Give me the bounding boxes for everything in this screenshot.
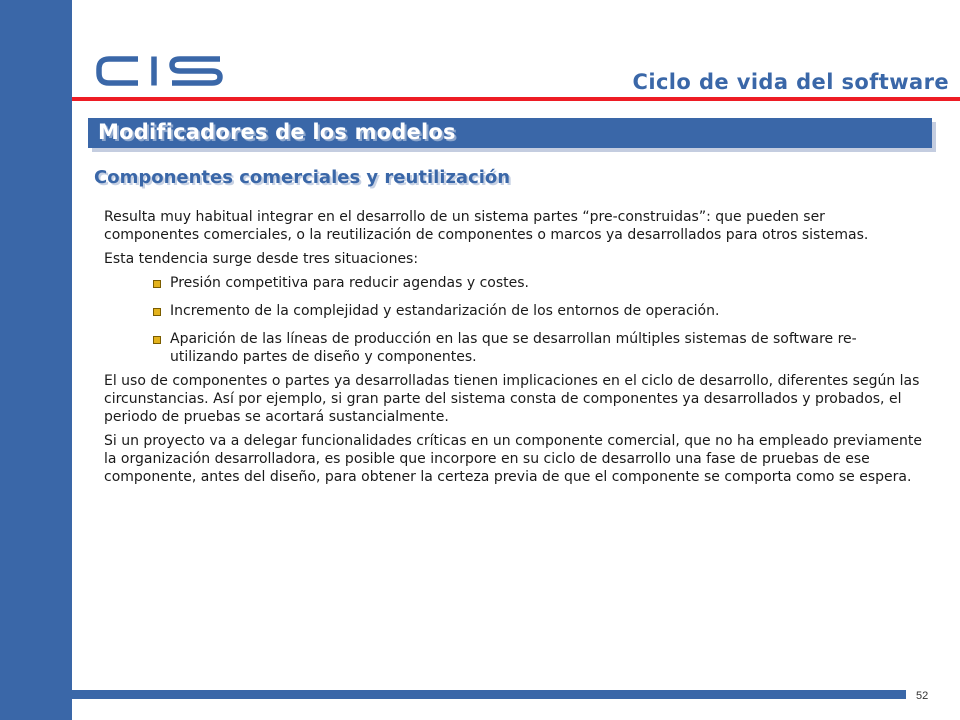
paragraph-implications: El uso de componentes o partes ya desarrolladas tienen implicaciones en el ciclo de desarrollo, diferentes según las circunstancias. Así por ejemplo, si gran parte del sistema consta de componentes ya desarrollados y probados, el periodo de pruebas se acortará sustancialmente. — [104, 373, 920, 425]
paragraph-intro: Resulta muy habitual integrar en el desarrollo de un sistema partes “pre-construidas”: que pueden ser componentes comerciales, o la reutilización de componentes o marcos ya desarrollados para otros sistemas. — [104, 209, 869, 243]
list-item — [170, 330, 924, 366]
page-number: 52 — [916, 690, 929, 702]
list-item-text: Incremento de la complejidad y estandarización de los entornos de operación. — [170, 303, 720, 319]
bottom-blue-rule — [72, 690, 906, 699]
square-bullet-icon — [153, 308, 161, 316]
top-red-rule — [72, 97, 960, 101]
paragraph-commercial-component: Si un proyecto va a delegar funcionalidades críticas en un componente comercial, que no ha empleado previamente la organización desarrolladora, es posible que incorpore en su ciclo de desarrollo una fase de pruebas de ese componente, antes del diseño, para obtener la certeza previa de que el componente se comporta como se espera. — [104, 433, 922, 485]
slide-body — [104, 208, 924, 492]
section-header-band — [88, 118, 932, 148]
presentation-title: Ciclo de vida del software — [632, 70, 949, 94]
situations-list — [104, 274, 924, 366]
section-subtitle: Componentes comerciales y reutilización — [94, 167, 511, 188]
list-item-text: Presión competitiva para reducir agendas y costes. — [170, 275, 529, 291]
cis-logo — [94, 52, 224, 94]
list-item-text: Aparición de las líneas de producción en las que se desarrollan múltiples sistemas de software re-utilizando partes de diseño y componentes. — [170, 331, 857, 365]
left-sidebar-band — [0, 0, 72, 720]
section-title: Modificadores de los modelos — [98, 120, 456, 144]
paragraph-situations: Esta tendencia surge desde tres situaciones: — [104, 251, 419, 267]
list-item — [170, 302, 924, 320]
list-item — [170, 274, 924, 292]
square-bullet-icon — [153, 336, 161, 344]
square-bullet-icon — [153, 280, 161, 288]
cis-logo-mark — [94, 52, 224, 90]
